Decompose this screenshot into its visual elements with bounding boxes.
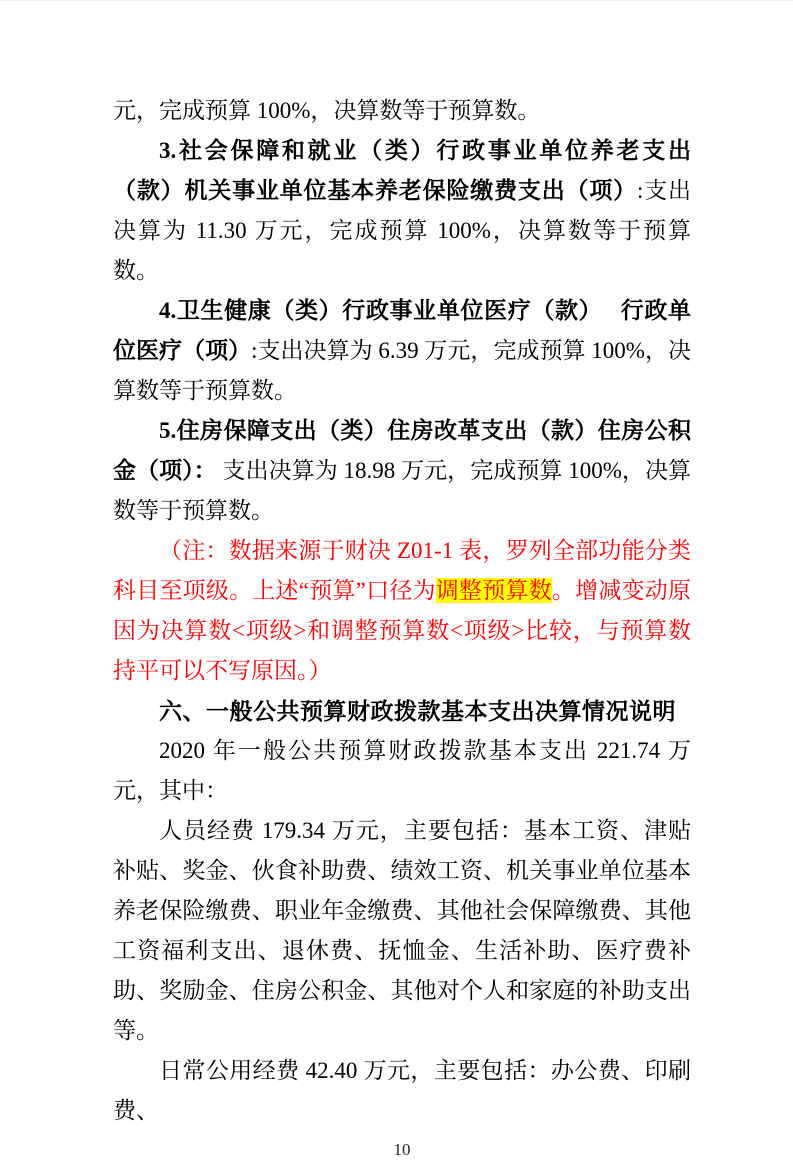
paragraph-note (113, 531, 691, 691)
paragraph-continuation: 元，完成预算 100%，决算数等于预算数。 (113, 98, 541, 123)
paragraph-item-3 (113, 131, 691, 291)
note-highlighted-text: 调整预算数 (435, 578, 552, 603)
page-number: 10 (393, 1140, 411, 1159)
item-5-title: 5.住房保障支出（类）住房改革支出（款）住房公积金（项）： (113, 418, 691, 483)
paragraph-item-5 (113, 411, 691, 531)
item-3-title: 3.社会保障和就业（类）行政事业单位养老支出（款）机关事业单位基本养老保险缴费支出（项） (113, 138, 691, 203)
paragraph-basic-expenditure-intro: 2020 年一般公共预算财政拨款基本支出 221.74 万元，其中： (113, 738, 691, 803)
paragraph-item-4 (113, 291, 691, 411)
item-5-detail: 支出决算为 18.98 万元，完成预算 100%，决算数等于预算数。 (113, 458, 691, 523)
note-text-before-highlight: （注：数据来源于财决 Z01-1 表，罗列全部功能分类科目至项级。上述“预算”口径为 (113, 538, 691, 603)
paragraph-daily-public-expenses: 日常公用经费 42.40 万元，主要包括：办公费、印刷费、 (113, 1058, 691, 1123)
section-six-heading: 六、一般公共预算财政拨款基本支出决算情况说明 (159, 698, 676, 724)
note-text-after-highlight: 。增减变动原因为决算数<项级>和调整预算数<项级>比较，与预算数持平可以不写原因。） (113, 578, 692, 683)
item-4-title: 4.卫生健康（类）行政事业单位医疗（款） 行政单位医疗（项） (113, 298, 691, 363)
paragraph-personnel-expenses: 人员经费 179.34 万元，主要包括：基本工资、津贴补贴、奖金、伙食补助费、绩效工资、机关事业单位基本养老保险缴费、职业年金缴费、其他社会保障缴费、其他工资福利支出、退休费、抚恤金、生活补助、医疗费补助、奖励金、住房公积金、其他对个人和家庭的补助支出等。 (113, 818, 691, 1043)
item-3-detail: :支出决算为 11.30 万元，完成预算 100%，决算数等于预算数。 (113, 178, 692, 283)
item-4-detail: :支出决算为 6.39 万元，完成预算 100%，决算数等于预算数。 (113, 338, 691, 403)
